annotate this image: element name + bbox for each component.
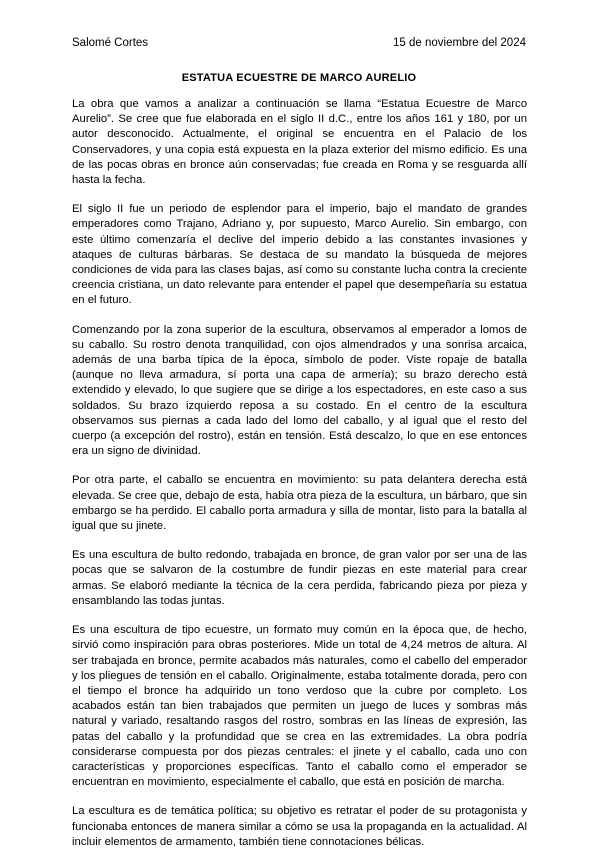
paragraph-technique: Es una escultura de bulto redondo, trabajada en bronce, de gran valor por ser una de las pocas que se salvaron de la costumbre de fundir piezas en este material para crear armas. Se elaboró mediante la técnica de la cera perdida, fabricando pieza por pieza y ensamblando las todas juntas. bbox=[72, 549, 527, 607]
page-header bbox=[72, 36, 526, 50]
author-name: Salomé Cortes bbox=[72, 37, 149, 49]
paragraph-horse-description: Por otra parte, el caballo se encuentra en movimiento: su pata delantera derecha está elevada. Se cree que, debajo de esta, había otra pieza de la escultura, un bárbaro, que sin embargo se ha perdido. El caballo porta armadura y silla de montar, listo para la batalla al igual que su jinete. bbox=[72, 474, 527, 533]
paragraph-emperor-description: Comenzando por la zona superior de la escultura, observamos al emperador a lomos de su caballo. Su rostro denota tranquilidad, con ojos almendrados y una sonrisa arcaica, además de una barba típica de la época, símbolo de poder. Viste ropaje de batalla (aunque no lleva armadura, sí porta una capa de armería); su brazo derecho está extendido y elevado, lo que sugiere que se dirige a los espectadores, en este caso a sus soldados. Su brazo izquierdo reposa a su costado. En el centro de la escultura observamos sus piernas a cada lado del lomo del caballo, y al igual que el resto del cuerpo (a excepción del rostro), están en tensión. Está descalzo, lo que en ese entonces era un signo de divinidad. bbox=[72, 323, 527, 458]
document-body bbox=[72, 97, 527, 864]
document-date: 15 de noviembre del 2024 bbox=[393, 37, 526, 49]
document-title: ESTATUA ECUESTRE DE MARCO AURELIO bbox=[181, 72, 417, 84]
paragraph-theme: La escultura es de temática política; su objetivo es retratar el poder de su protagonista y funcionaba entonces de manera similar a cómo se usa la propaganda en la actualidad. Al incluir elementos de armamento, también tiene connotaciones bélicas. bbox=[72, 805, 527, 848]
paragraph-intro: La obra que vamos a analizar a continuación se llama “Estatua Ecuestre de Marco Aurelio”. Se cree que fue elaborada en el siglo II d.C., entre los años 161 y 180, por un autor desconocido. Actualmente, el original se encuentra en el Palacio de los Conservadores, y una copia está expuesta en la plaza exterior del mismo edificio. Es una de las pocas obras en bronce aún conservadas; fue creada en Roma y se resguarda allí hasta la fecha. bbox=[72, 98, 527, 187]
paragraph-historical-context: El siglo II fue un periodo de esplendor para el imperio, bajo el mandato de grandes emperadores como Trajano, Adriano y, por supuesto, Marco Aurelio. Sin embargo, con este último comenzaría el declive del imperio debido a las constantes invasiones y ataques de culturas bárbaras. Se destaca de su mandato la búsqueda de mejores condiciones de vida para las clases bajas, así como su constante lucha contra la creciente creencia cristiana, un dato relevante para entender el papel que desempeñaría su estatua en el futuro. bbox=[72, 203, 527, 307]
paragraph-style-analysis: Es una escultura de tipo ecuestre, un formato muy común en la época que, de hecho, sirvió como inspiración para obras posteriores. Mide un total de 4,24 metros de altura. Al ser trabajada en bronce, permite acabados más naturales, como el cabello del emperador y los pliegues de tensión en el caballo. Originalmente, estaba totalmente dorada, pero con el tiempo el bronce ha adquirido un tono verdoso que la cubre por completo. Los acabados están tan bien trabajados que permiten un juego de luces y sombras más natural y variado, resaltando rasgos del rostro, sombras en las líneas de expresión, las patas del caballo y la profundidad que se crea en las extremidades. La obra podría considerarse compuesta por dos piezas centrales: el jinete y el caballo, cada uno con características y proporciones específicas. Tanto el caballo como el emperador se encuentran en movimiento, especialmente el caballo, que está en posición de marcha. bbox=[72, 624, 527, 789]
